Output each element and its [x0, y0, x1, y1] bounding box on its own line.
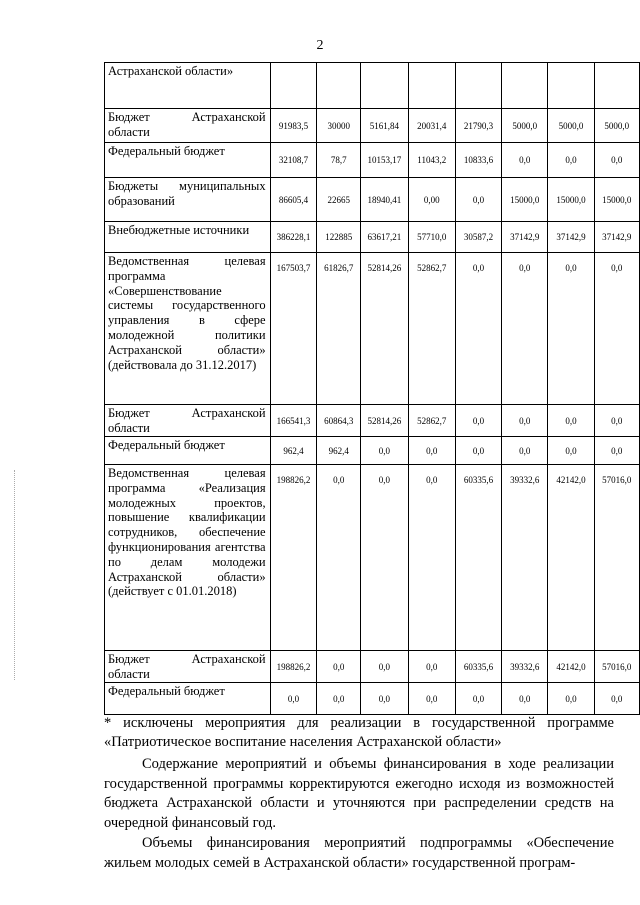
table-cell: 11043,2: [408, 143, 455, 178]
table-cell: 52814,26: [361, 405, 409, 437]
table-cell: 0,0: [502, 405, 548, 437]
table-cell: 86605,4: [270, 178, 317, 222]
table-cell: 0,0: [502, 143, 548, 178]
table-cell: 57710,0: [408, 222, 455, 253]
table-cell: 0,0: [408, 683, 455, 715]
table-cell: 0,0: [548, 683, 594, 715]
table-cell: 167503,7: [270, 253, 317, 405]
paragraph-financing: Объемы финансирования мероприятий подпрограммы «Обеспечение жильем молодых семей в Астраханской области» государственной програм-: [104, 835, 614, 871]
table-cell: 0,0: [594, 143, 639, 178]
table-cell: [455, 63, 501, 109]
table-cell: 15000,0: [548, 178, 594, 222]
table-cell: [594, 63, 639, 109]
table-cell: 0,0: [455, 683, 501, 715]
table-cell: 60335,6: [455, 651, 501, 683]
table-cell: 20031,4: [408, 109, 455, 143]
table-cell: 15000,0: [502, 178, 548, 222]
table-row: [105, 465, 640, 651]
table-cell: 10153,17: [361, 143, 409, 178]
scan-margin-marks: [14, 470, 16, 680]
table-cell: 39332,6: [502, 651, 548, 683]
table-cell: 0,0: [548, 143, 594, 178]
table-cell: 0,0: [594, 437, 639, 465]
table-cell: 962,4: [270, 437, 317, 465]
table-cell: 0,0: [408, 437, 455, 465]
table-cell: 52862,7: [408, 405, 455, 437]
table-cell: 5000,0: [594, 109, 639, 143]
table-cell: 0,00: [408, 178, 455, 222]
table-cell: [408, 63, 455, 109]
footnote: * исключены мероприятия для реализации в государственной программе «Патриотическое воспитание населения Астраханской области»: [104, 715, 614, 750]
table-cell: 198826,2: [270, 465, 317, 651]
table-cell: 0,0: [317, 651, 361, 683]
table-cell: 52814,26: [361, 253, 409, 405]
table-cell: 15000,0: [594, 178, 639, 222]
table-cell: 0,0: [548, 437, 594, 465]
table-cell: 0,0: [594, 253, 639, 405]
table-cell: 5161,84: [361, 109, 409, 143]
table-cell: 52862,7: [408, 253, 455, 405]
table-cell: 386228,1: [270, 222, 317, 253]
table-cell: 0,0: [594, 405, 639, 437]
table-cell: 0,0: [594, 683, 639, 715]
row-label: Астраханской области»: [105, 63, 271, 109]
table-cell: 63617,21: [361, 222, 409, 253]
table-row: [105, 651, 640, 683]
table-cell: 0,0: [361, 465, 409, 651]
table-row: [105, 683, 640, 715]
table-cell: 0,0: [270, 683, 317, 715]
table-row: [105, 178, 640, 222]
table-cell: 0,0: [502, 253, 548, 405]
table-cell: 0,0: [361, 651, 409, 683]
table-cell: 78,7: [317, 143, 361, 178]
table-cell: 10833,6: [455, 143, 501, 178]
row-label: Бюджет Астраханской области: [105, 109, 271, 143]
table-cell: 37142,9: [502, 222, 548, 253]
table-row: [105, 253, 640, 405]
row-label: Федеральный бюджет: [105, 437, 271, 465]
table-cell: [317, 63, 361, 109]
table-cell: 122885: [317, 222, 361, 253]
table-cell: 0,0: [502, 683, 548, 715]
table-cell: 30587,2: [455, 222, 501, 253]
financing-table: [104, 62, 640, 715]
table-cell: 0,0: [502, 437, 548, 465]
table-cell: 60335,6: [455, 465, 501, 651]
row-label: Ведомственная целевая программа «Реализация молодежных проектов, повышение квалификации сотрудников, обеспечение функционирования агентства по делам молодежи Астраханской области» (действует с 01.01.2018): [105, 465, 271, 651]
row-label: Федеральный бюджет: [105, 143, 271, 178]
table-row: [105, 143, 640, 178]
table-cell: 39332,6: [502, 465, 548, 651]
table-cell: 18940,41: [361, 178, 409, 222]
table-cell: 37142,9: [594, 222, 639, 253]
table-cell: [548, 63, 594, 109]
table-cell: [361, 63, 409, 109]
table-cell: [502, 63, 548, 109]
table-cell: 0,0: [317, 465, 361, 651]
row-label: Бюджет Астраханской области: [105, 651, 271, 683]
table-cell: 962,4: [317, 437, 361, 465]
row-label: Бюджет Астраханской области: [105, 405, 271, 437]
page-number: 2: [316, 38, 324, 53]
table-cell: 60864,3: [317, 405, 361, 437]
table-cell: 42142,0: [548, 651, 594, 683]
table-cell: 21790,3: [455, 109, 501, 143]
table-cell: 32108,7: [270, 143, 317, 178]
table-cell: 57016,0: [594, 465, 639, 651]
table-cell: 0,0: [548, 253, 594, 405]
table-row: [105, 405, 640, 437]
table-cell: 198826,2: [270, 651, 317, 683]
table-cell: 0,0: [455, 405, 501, 437]
table-cell: 166541,3: [270, 405, 317, 437]
table-cell: 30000: [317, 109, 361, 143]
table-cell: 0,0: [455, 178, 501, 222]
table-cell: 91983,5: [270, 109, 317, 143]
paragraph-content: Содержание мероприятий и объемы финансирования в ходе реализации государственной программы корректируются ежегодно исходя из возможностей бюджета Астраханской области и уточняются при распределении средств на очередной финансовый год.: [104, 756, 614, 831]
table-body: [105, 63, 640, 715]
table-row: [105, 63, 640, 109]
table-cell: 0,0: [548, 405, 594, 437]
table-cell: 57016,0: [594, 651, 639, 683]
table-cell: 37142,9: [548, 222, 594, 253]
table-cell: 42142,0: [548, 465, 594, 651]
table-cell: 5000,0: [548, 109, 594, 143]
table-cell: 0,0: [455, 253, 501, 405]
table-cell: 61826,7: [317, 253, 361, 405]
table-cell: [270, 63, 317, 109]
row-label: Бюджеты муниципальных образований: [105, 178, 271, 222]
table-cell: 5000,0: [502, 109, 548, 143]
table-cell: 22665: [317, 178, 361, 222]
table-cell: 0,0: [317, 683, 361, 715]
table-cell: 0,0: [455, 437, 501, 465]
row-label: Федеральный бюджет: [105, 683, 271, 715]
row-label: Ведомственная целевая программа «Совершенствование системы государственного управления в сфере молодежной политики Астраханской области» (действовала до 31.12.2017): [105, 253, 271, 405]
table-cell: 0,0: [361, 437, 409, 465]
table-row: [105, 437, 640, 465]
table-cell: 0,0: [408, 465, 455, 651]
table-cell: 0,0: [408, 651, 455, 683]
table-row: [105, 222, 640, 253]
table-cell: 0,0: [361, 683, 409, 715]
row-label: Внебюджетные источники: [105, 222, 271, 253]
table-row: [105, 109, 640, 143]
